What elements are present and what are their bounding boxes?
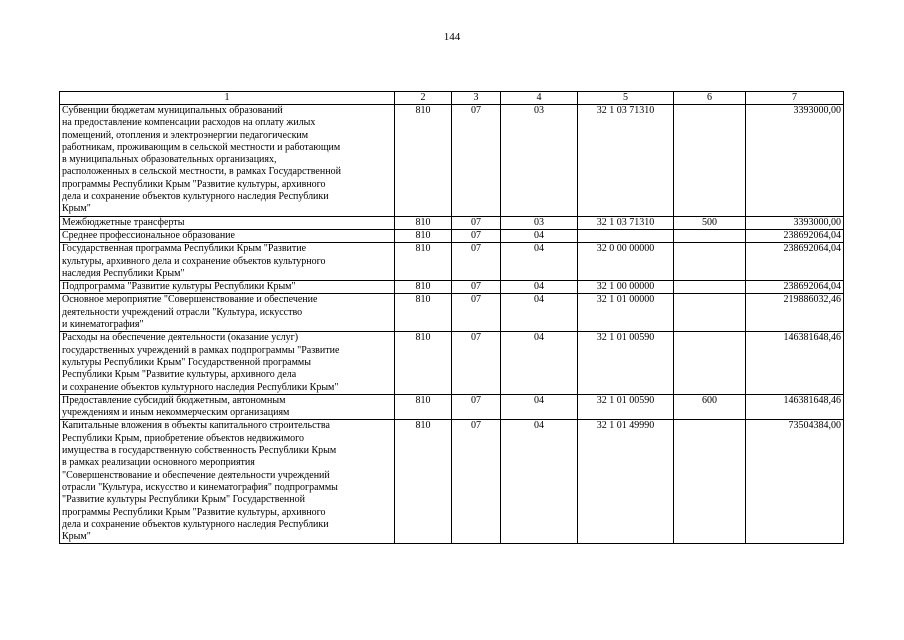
header-row [60, 92, 844, 105]
cell-target-article: 32 0 00 00000 [578, 243, 674, 281]
cell-subsection: 04 [501, 420, 578, 544]
table-row [60, 420, 844, 544]
cell-target-article: 32 1 01 00590 [578, 394, 674, 420]
cell-section: 07 [452, 105, 501, 217]
cell-expense-type: 500 [674, 216, 746, 229]
cell-section: 07 [452, 281, 501, 294]
cell-grbs: 810 [395, 229, 452, 242]
cell-section: 07 [452, 394, 501, 420]
cell-expense-type [674, 281, 746, 294]
row-name: Подпрограмма "Развитие культуры Республики Крым" [60, 281, 395, 294]
cell-section: 07 [452, 294, 501, 332]
table-row [60, 332, 844, 394]
cell-expense-type [674, 294, 746, 332]
row-name: Межбюджетные трансферты [60, 216, 395, 229]
cell-grbs: 810 [395, 294, 452, 332]
cell-subsection: 03 [501, 216, 578, 229]
column-header: 7 [746, 92, 844, 105]
cell-expense-type [674, 229, 746, 242]
cell-section: 07 [452, 243, 501, 281]
cell-subsection: 04 [501, 229, 578, 242]
cell-amount: 238692064,04 [746, 281, 844, 294]
cell-target-article: 32 1 03 71310 [578, 105, 674, 217]
column-header: 1 [60, 92, 395, 105]
row-name: Государственная программа Республики Крым "Развитие культуры, архивного дела и сохранение объектов культурного наследия Республики Крым" [60, 243, 395, 281]
page-number: 144 [443, 31, 461, 43]
row-name: Основное мероприятие "Совершенствование и обеспечение деятельности учреждений отрасли "Культура, искусство и кинематография" [60, 294, 395, 332]
cell-expense-type [674, 105, 746, 217]
table-row [60, 216, 844, 229]
cell-subsection: 04 [501, 281, 578, 294]
column-header: 6 [674, 92, 746, 105]
cell-target-article: 32 1 01 00000 [578, 294, 674, 332]
cell-grbs: 810 [395, 243, 452, 281]
cell-expense-type [674, 332, 746, 394]
column-header: 5 [578, 92, 674, 105]
cell-amount: 238692064,04 [746, 243, 844, 281]
cell-section: 07 [452, 216, 501, 229]
column-header: 4 [501, 92, 578, 105]
table-row [60, 105, 844, 217]
cell-amount: 146381648,46 [746, 394, 844, 420]
row-name: Субвенции бюджетам муниципальных образований на предоставление компенсации расходов на оплату жилых помещений, отопления и электроэнергии педагогическим работникам, проживающим в сельской местности и работающим в муниципальных образовательных организациях, расположенных в сельской местности, в рамках Государственной программы Республики Крым "Развитие культуры, архивного дела и сохранение объектов культурного наследия Республики Крым" [60, 105, 395, 217]
cell-expense-type: 600 [674, 394, 746, 420]
cell-target-article: 32 1 01 49990 [578, 420, 674, 544]
cell-section: 07 [452, 332, 501, 394]
row-name: Среднее профессиональное образование [60, 229, 395, 242]
cell-expense-type [674, 243, 746, 281]
cell-amount: 238692064,04 [746, 229, 844, 242]
row-name: Расходы на обеспечение деятельности (оказание услуг) государственных учреждений в рамках подпрограммы "Развитие культуры Республики Крым" Государственной программы Республики Крым "Развитие культуры, архивного дела и сохранение объектов культурного наследия Республики Крым" [60, 332, 395, 394]
cell-target-article: 32 1 01 00590 [578, 332, 674, 394]
cell-section: 07 [452, 420, 501, 544]
cell-grbs: 810 [395, 281, 452, 294]
table-row [60, 394, 844, 420]
cell-target-article: 32 1 00 00000 [578, 281, 674, 294]
cell-target-article [578, 229, 674, 242]
cell-target-article: 32 1 03 71310 [578, 216, 674, 229]
cell-grbs: 810 [395, 332, 452, 394]
cell-grbs: 810 [395, 394, 452, 420]
cell-amount: 3393000,00 [746, 105, 844, 217]
cell-expense-type [674, 420, 746, 544]
column-header: 2 [395, 92, 452, 105]
column-header: 3 [452, 92, 501, 105]
budget-table [59, 91, 844, 544]
table-row [60, 243, 844, 281]
table-row [60, 281, 844, 294]
cell-amount: 146381648,46 [746, 332, 844, 394]
cell-grbs: 810 [395, 216, 452, 229]
cell-section: 07 [452, 229, 501, 242]
cell-amount: 73504384,00 [746, 420, 844, 544]
cell-amount: 219886032,46 [746, 294, 844, 332]
row-name: Капитальные вложения в объекты капитального строительства Республики Крым, приобретение объектов недвижимого имущества в государственную собственность Республики Крым в рамках реализации основного мероприятия "Совершенствование и обеспечение деятельности учреждений отрасли "Культура, искусство и кинематография" подпрограммы "Развитие культуры Республики Крым" Государственной программы Республики Крым "Развитие культуры, архивного дела и сохранение объектов культурного наследия Республики Крым" [60, 420, 395, 544]
table-row [60, 294, 844, 332]
cell-amount: 3393000,00 [746, 216, 844, 229]
cell-subsection: 04 [501, 394, 578, 420]
row-name: Предоставление субсидий бюджетным, автономным учреждениям и иным некоммерческим организациям [60, 394, 395, 420]
cell-subsection: 04 [501, 243, 578, 281]
cell-subsection: 04 [501, 332, 578, 394]
cell-grbs: 810 [395, 420, 452, 544]
cell-subsection: 03 [501, 105, 578, 217]
table-row [60, 229, 844, 242]
cell-grbs: 810 [395, 105, 452, 217]
cell-subsection: 04 [501, 294, 578, 332]
